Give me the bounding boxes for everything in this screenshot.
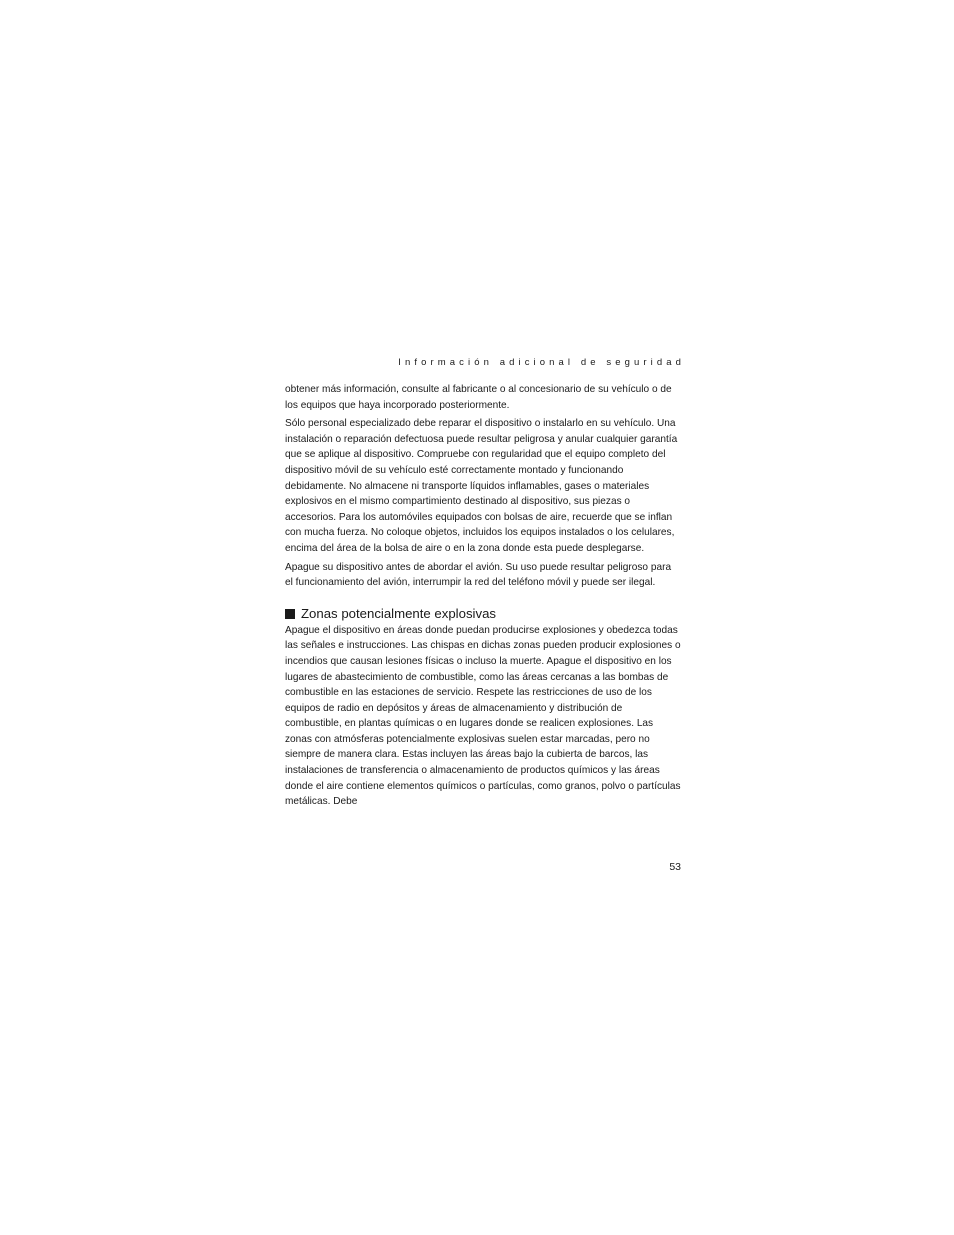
running-header: Información adicional de seguridad [398,357,685,368]
paragraph-aircraft: Apague su dispositivo antes de abordar el avión. Su uso puede resultar peligroso para el funcionamiento del avión, interrumpir la red del teléfono móvil y puede ser ilegal. [285,561,672,589]
square-bullet-icon [285,609,295,619]
paragraph-explosive-zones: Apague el dispositivo en áreas donde puedan producirse explosiones y obedezca todas las señales e instrucciones. Las chispas en dichas zonas pueden producir explosiones o incendios que causan lesiones físicas o incluso la muerte. Apague el dispositivo en los lugares de abastecimiento de combustible, como las áreas cercanas a las bombas de combustible en las estaciones de servicio. Respete las restricciones de uso de los equipos de radio en depósitos y áreas de almacenamiento y distribución de combustible, en plantas químicas o en lugares donde se realicen explosiones. Las zonas con atmósferas potencialmente explosivas suelen estar marcadas, pero no siempre de manera clara. Estas incluyen las áreas bajo la cubierta de barcos, las instalaciones de transferencia o almacenamiento de productos químicos y las áreas donde el aire contiene elementos químicos o partículas, como granos, polvo o partículas metálicas. Debe [285,624,681,808]
paragraph-vehicle-info: obtener más información, consulte al fabricante o al concesionario de su vehículo o de los equipos que haya incorporado posteriormente. [285,384,672,411]
section-heading [285,605,681,623]
paragraph-vehicle-installation: Sólo personal especializado debe reparar el dispositivo o instalarlo en su vehículo. Una instalación o reparación defectuosa puede resultar peligrosa y anular cualquier garantía que se aplique al dispositivo. Compruebe con regularidad que el equipo completo del dispositivo móvil de su vehículo esté correctamente montado y funcionando debidamente. No almacene ni transporte líquidos inflamables, gases o materiales explosivos en el mismo compartimiento destinado al dispositivo, sus piezas o accesorios. Para los automóviles equipados con bolsas de aire, recuerde que se inflan con mucha fuerza. No coloque objetos, incluidos los equipos instalados o los celulares, encima del área de la bolsa de aire o en la zona donde esta puede desplegarse. [285,418,678,554]
body-text [285,382,681,810]
section-heading-text: Zonas potencialmente explosivas [301,605,496,621]
page-number: 53 [669,861,681,873]
page-content [285,356,685,873]
